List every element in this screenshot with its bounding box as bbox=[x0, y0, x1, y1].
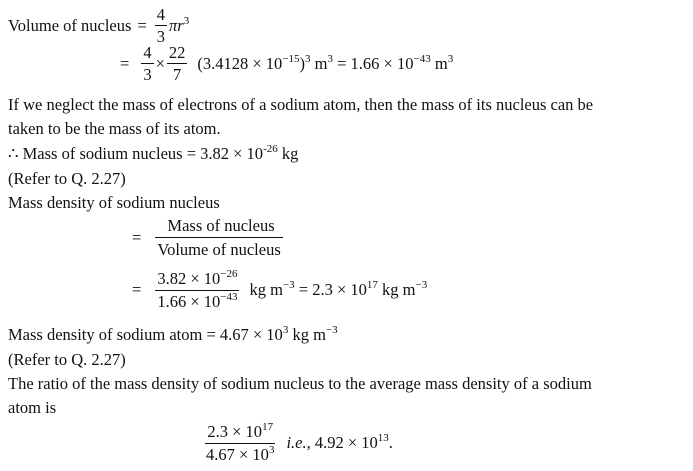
paragraph-2-line-2: atom is bbox=[8, 398, 57, 417]
volume-label: Volume of nucleus bbox=[8, 15, 132, 35]
pi-r: $\pi r^3$ bbox=[169, 14, 190, 35]
atom-density: Mass density of sodium atom = $4.67 \times 10^3$ kg $m^{-3}$ bbox=[8, 324, 338, 344]
density-calculation bbox=[132, 270, 427, 310]
equals-sign: = bbox=[137, 15, 147, 35]
radius-term: $(3.4128 \times 10^{-15})^3$ $m^3 = 1.66 \times 10^{-43}$ $m^3$ bbox=[197, 52, 454, 73]
volume-calculation bbox=[120, 44, 453, 84]
mass-of-nucleus: ∴ Mass of sodium nucleus = $3.82 \times 10^{-26}$ kg bbox=[8, 143, 299, 163]
refer-note-1: (Refer to Q. 2.27) bbox=[8, 169, 126, 188]
fraction-22-7: $\frac{22}{7}$ bbox=[168, 43, 186, 85]
paragraph-1-line-2: taken to be the mass of its atom. bbox=[8, 119, 221, 138]
ratio-fraction: $\frac{2.3 \times 10^{17}}{4.67 \times 10^3}$ bbox=[206, 421, 275, 464]
fraction-4-3: $\frac{4}{3}$ bbox=[156, 5, 165, 47]
mass-over-volume: $\frac{\text{Mass of nucleus}}{\text{Volume of nucleus}}$ bbox=[157, 216, 281, 260]
volume-formula bbox=[8, 6, 189, 46]
density-result: kg $m^{-3} = 2.3 \times 10^{17}$ kg $m^{-3}$ bbox=[249, 279, 428, 300]
paragraph-2-line-1: The ratio of the mass density of sodium nucleus to the average mass density of a sodium bbox=[8, 374, 592, 393]
equals-sign: = bbox=[132, 227, 142, 247]
paragraph-1-line-1: If we neglect the mass of electrons of a sodium atom, then the mass of its nucleus can be bbox=[8, 95, 594, 114]
density-label: Mass density of sodium nucleus bbox=[8, 193, 220, 212]
mass-volume-values: $\frac{3.82 \times 10^{-26}}{1.66 \times 10^{-43}}$ bbox=[157, 268, 238, 311]
ratio-calculation bbox=[202, 423, 393, 463]
times-sign: × bbox=[155, 53, 165, 73]
equals-sign: = bbox=[120, 53, 130, 73]
equals-sign: = bbox=[132, 280, 142, 300]
ratio-result: i.e., $4.92 \times 10^{13}$. bbox=[286, 432, 393, 453]
refer-note-2: (Refer to Q. 2.27) bbox=[8, 350, 126, 369]
density-fraction bbox=[132, 217, 285, 259]
fraction-4-3: $\frac{4}{3}$ bbox=[143, 43, 152, 85]
